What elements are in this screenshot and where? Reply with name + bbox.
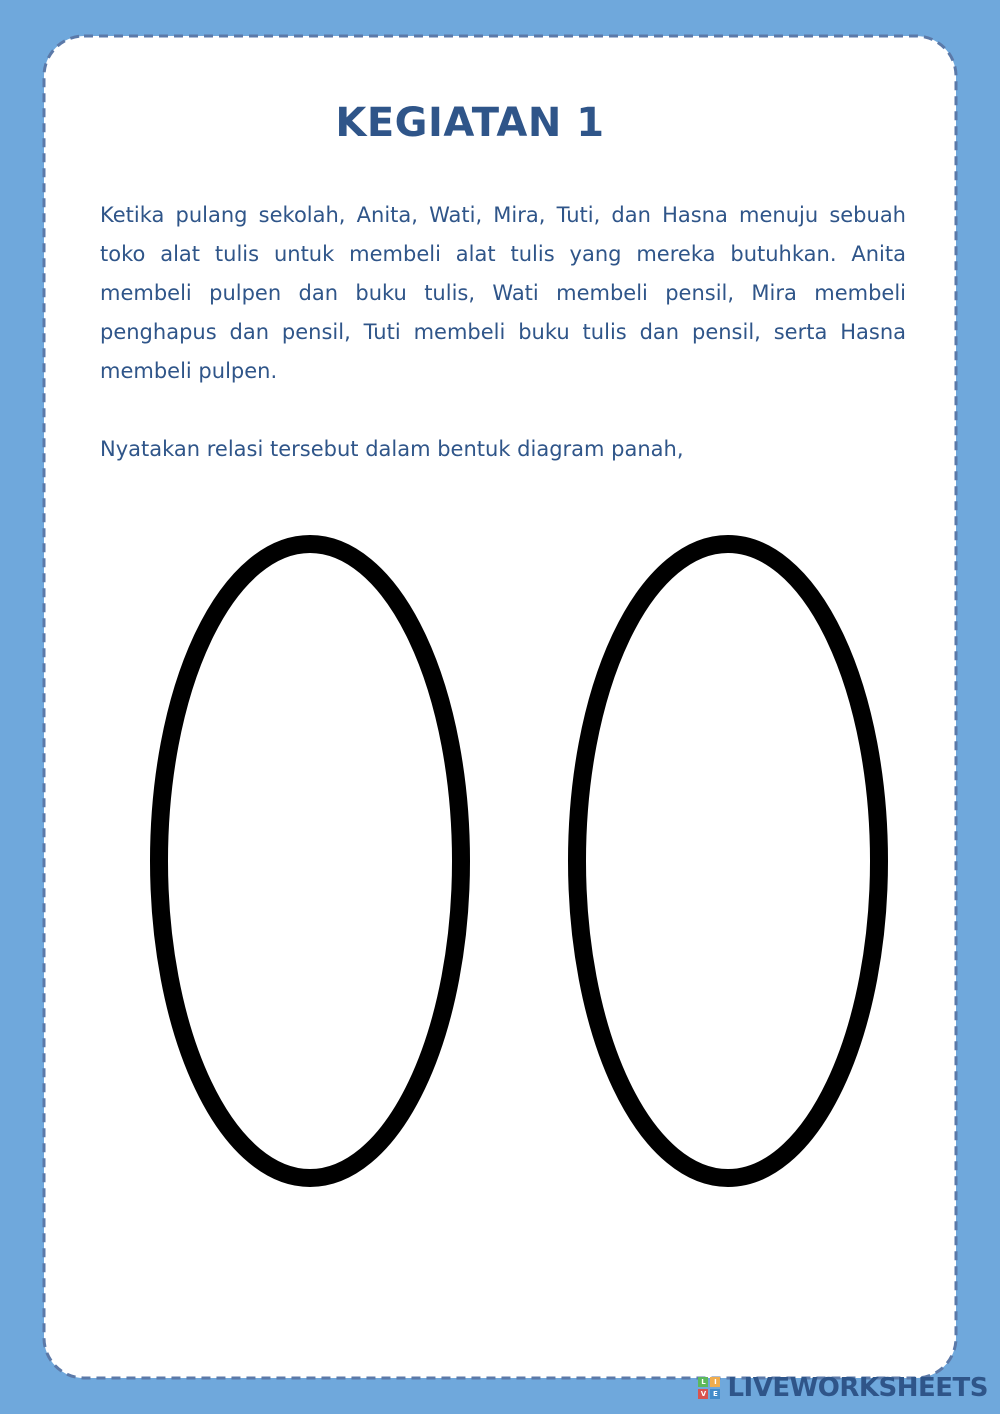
logo-letter: E xyxy=(710,1389,720,1399)
logo-letter: I xyxy=(710,1377,720,1387)
logo-letter: L xyxy=(698,1377,708,1387)
liveworksheets-logo-icon xyxy=(698,1377,720,1399)
page-title: KEGIATAN 1 xyxy=(335,100,605,146)
logo-letter: V xyxy=(698,1389,708,1399)
right-set-ellipse[interactable] xyxy=(577,544,879,1178)
liveworksheets-brand[interactable] xyxy=(698,1370,988,1406)
brand-text: LIVEWORKSHEETS xyxy=(727,1373,988,1403)
instruction-text: Nyatakan relasi tersebut dalam bentuk diagram panah, xyxy=(100,437,684,461)
left-set-ellipse[interactable] xyxy=(159,544,461,1178)
problem-text: Ketika pulang sekolah, Anita, Wati, Mira, Tuti, dan Hasna menuju sebuah toko alat tulis untuk membeli alat tulis yang mereka butuhkan. Anita membeli pulpen dan buku tulis, Wati membeli pensil, Mira membeli penghapus dan pensil, Tuti membeli buku tulis dan pensil, serta Hasna membeli pulpen. xyxy=(100,203,906,383)
